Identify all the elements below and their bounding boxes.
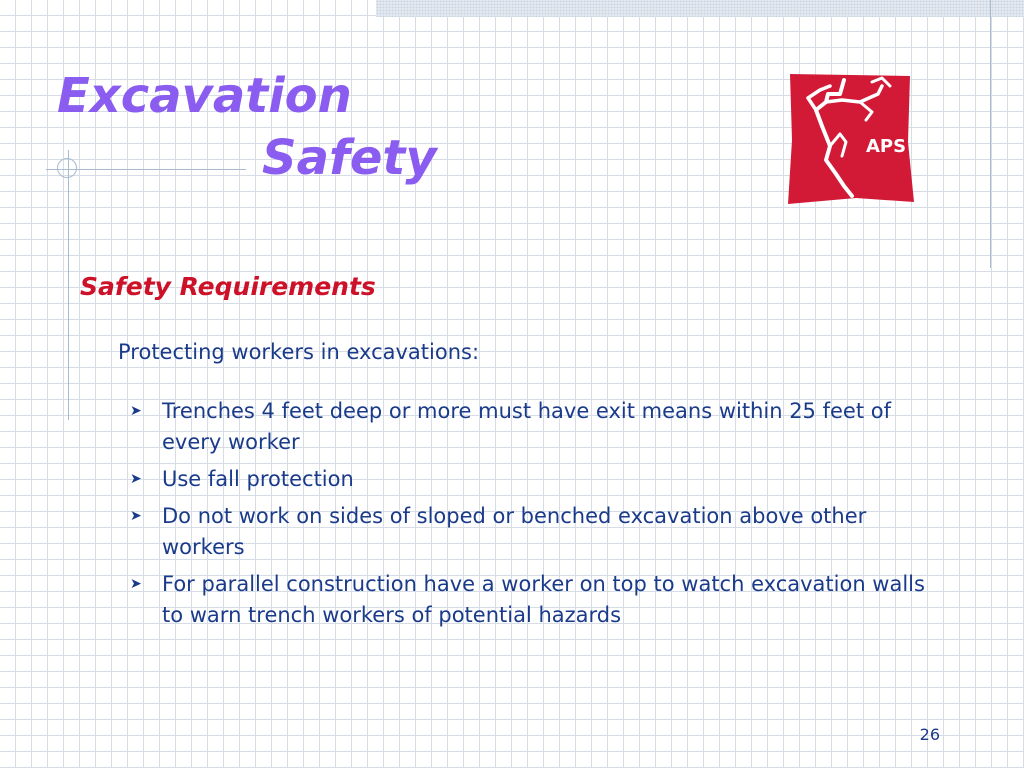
slide-title-line1: Excavation (57, 68, 352, 124)
bullet-list (130, 396, 950, 637)
chevron-right-icon: ➤ (130, 471, 142, 487)
page-number: 26 (919, 725, 940, 744)
bullet-item (130, 501, 950, 563)
bullet-item (130, 464, 950, 495)
left-vertical-rule (68, 150, 69, 420)
chevron-right-icon: ➤ (130, 403, 142, 419)
decorative-ring (57, 158, 77, 178)
chevron-right-icon: ➤ (130, 508, 142, 524)
bullet-text: For parallel construction have a worker on top to watch excavation walls to warn trench workers of potential hazards (162, 572, 925, 627)
bullet-item (130, 569, 950, 631)
bullet-text: Trenches 4 feet deep or more must have exit means within 25 feet of every worker (162, 399, 891, 454)
top-decorative-bar (376, 0, 1024, 17)
intro-text: Protecting workers in excavations: (118, 340, 480, 364)
section-heading: Safety Requirements (80, 272, 376, 301)
aps-logo (786, 72, 916, 206)
chevron-right-icon: ➤ (130, 576, 142, 592)
slide-title-line2: Safety (262, 130, 437, 186)
logo-text: APS (865, 136, 907, 157)
bullet-text: Do not work on sides of sloped or benched excavation above other workers (162, 504, 867, 559)
bullet-item (130, 396, 950, 458)
bullet-text: Use fall protection (162, 467, 354, 491)
right-vertical-rule (990, 0, 991, 268)
